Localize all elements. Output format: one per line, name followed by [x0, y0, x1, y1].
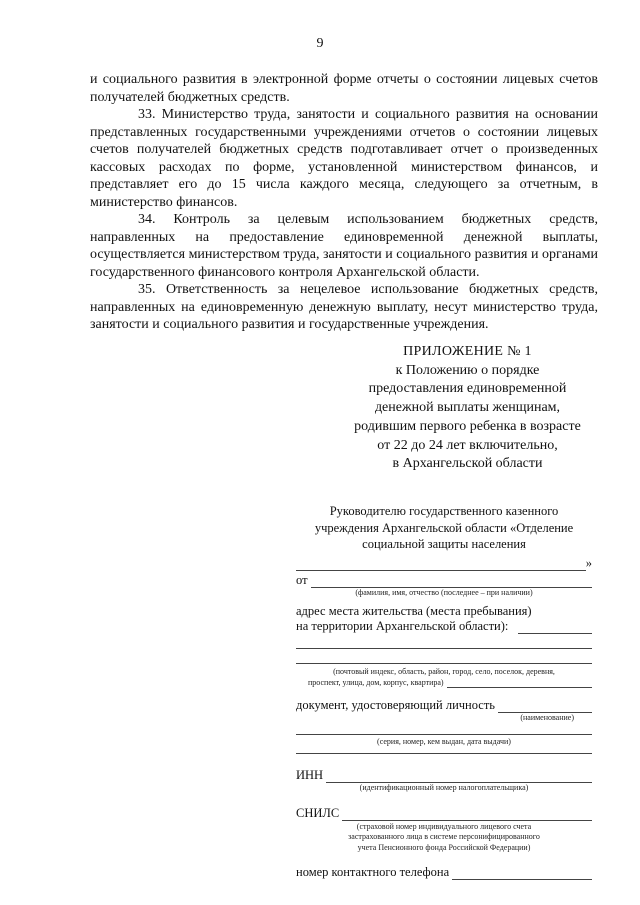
- addressee: [296, 503, 592, 553]
- paragraph-continuation: и социального развития в электронной форме отчеты о состоянии лицевых счетов получателей бюджетных средств.: [90, 72, 598, 105]
- body-text: [90, 71, 598, 334]
- appendix-line: предоставления единовременной: [368, 381, 567, 397]
- addressee-blank[interactable]: [296, 559, 586, 571]
- address-blank[interactable]: [518, 622, 592, 634]
- document-details-line[interactable]: [296, 753, 592, 754]
- from-label: от: [296, 572, 308, 587]
- document-label: документ, удостоверяющий личность: [296, 698, 496, 712]
- paragraph-34: 34. Контроль за целевым использованием бюджетных средств, направленных на предоставление единовременной денежной выплаты, осуществляется министерством труда, занятости и социального развития и органами государственного финансового контроля Архангельской области.: [90, 212, 598, 280]
- address-hint-row: [296, 678, 592, 689]
- addressee-field: [296, 556, 592, 571]
- address-line[interactable]: [296, 663, 592, 664]
- address-field: [296, 619, 592, 634]
- address-hint: (почтовый индекс, область, район, город, село, поселок, деревня,: [333, 667, 555, 676]
- inn-label: ИНН: [296, 768, 324, 782]
- document-blank[interactable]: [498, 701, 592, 713]
- quote-close: »: [585, 555, 592, 570]
- addressee-line: учреждения Архангельской области «Отделение: [314, 520, 574, 535]
- address-line[interactable]: [296, 648, 592, 649]
- page-number: 9: [316, 36, 324, 51]
- address-label-2: на территории Архангельской области):: [296, 619, 509, 633]
- appendix-line: в Архангельской области: [392, 456, 543, 472]
- paragraph-33: 33. Министерство труда, занятости и социального развития на основании представленных государственными учреждениями отчетов о состоянии лицевых счетов получателей бюджетных средств подготавливает отчет о произведенных кассовых расходах по форме, установленной министерством финансов, и представляет его до 15 числа каждого месяца, следующего за отчетным, в министерство финансов.: [90, 107, 598, 210]
- snils-hint: (страховой номер индивидуального лицевого счета: [356, 821, 532, 831]
- snils-hint: застрахованного лица в системе персонифицированного: [348, 832, 540, 841]
- inn-blank[interactable]: [326, 771, 592, 783]
- address-blank-end[interactable]: [447, 679, 592, 688]
- appendix-header: [335, 343, 600, 474]
- phone-blank[interactable]: [452, 868, 592, 880]
- snils-blank[interactable]: [342, 809, 592, 821]
- document-field: [296, 698, 592, 713]
- from-hint: (фамилия, имя, отчество (последнее – при наличии): [355, 587, 533, 597]
- document-name-hint: (наименование): [520, 713, 574, 722]
- document-details-line[interactable]: [296, 734, 592, 735]
- appendix-line: родившим первого ребенка в возрасте: [354, 418, 581, 434]
- appendix-line: от 22 до 24 лет включительно,: [377, 437, 558, 453]
- inn-field: [296, 768, 592, 783]
- phone-label: номер контактного телефона: [296, 865, 450, 879]
- paragraph-35: 35. Ответственность за нецелевое использование бюджетных средств, направленных на единовременную денежную выплату, несут министерство труда, занятости и социального развития и государственные учреждения.: [90, 282, 598, 332]
- from-field: [296, 573, 592, 588]
- inn-hint: (идентификационный номер налогоплательщика): [359, 783, 529, 792]
- snils-field: [296, 806, 592, 821]
- address-hint: проспект, улица, дом, корпус, квартира): [308, 677, 444, 687]
- addressee-line: Руководителю государственного казенного: [329, 504, 559, 518]
- addressee-line: социальной защиты населения: [362, 537, 526, 551]
- snils-hint: учета Пенсионного фонда Российской Федерации): [357, 842, 531, 852]
- document-details-hint: (серия, номер, кем выдан, дата выдачи): [377, 736, 511, 746]
- appendix-line: денежной выплаты женщинам,: [374, 400, 561, 416]
- appendix-title: ПРИЛОЖЕНИЕ № 1: [403, 344, 532, 359]
- phone-field: [296, 865, 592, 880]
- application-form: [296, 503, 592, 880]
- address-label-1: адрес места жительства (места пребывания): [296, 604, 532, 618]
- appendix-line: к Положению о порядке: [395, 362, 540, 378]
- snils-label: СНИЛС: [296, 805, 340, 820]
- from-blank[interactable]: [311, 576, 592, 588]
